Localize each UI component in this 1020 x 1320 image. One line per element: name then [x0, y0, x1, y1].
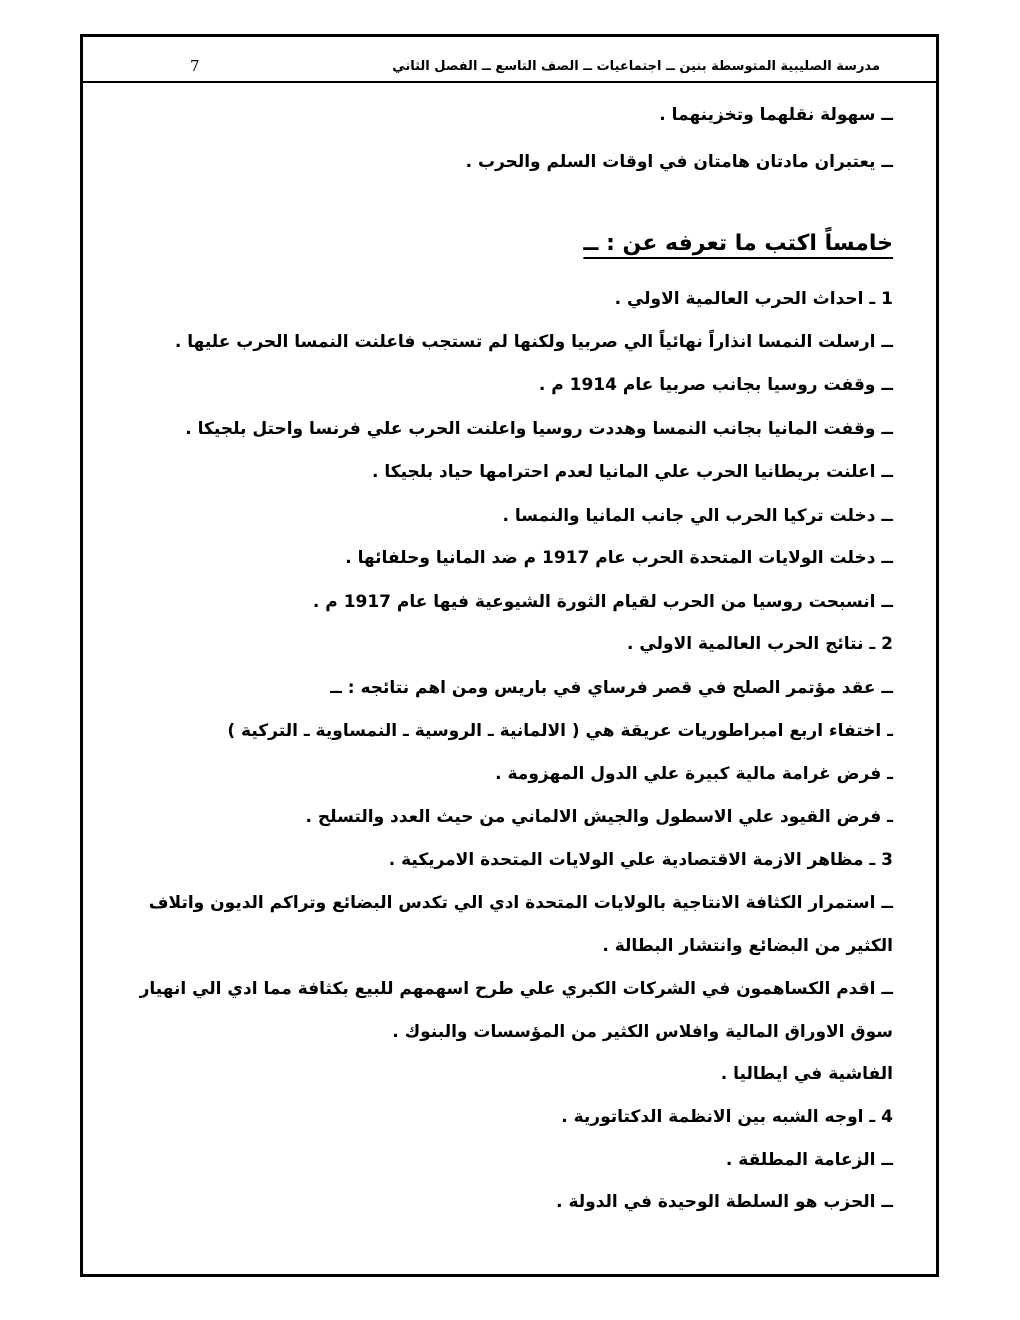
page-number: 7 — [190, 57, 200, 75]
text-line: ــ وقفت المانيا بجانب النمسا وهددت روسيا واعلنت الحرب علي فرنسا واحتل بلجيكا . — [185, 419, 893, 439]
text-line: 4 ـ اوجه الشبه بين الانظمة الدكتاتورية . — [561, 1107, 893, 1127]
text-line: ــ دخلت تركيا الحرب الي جانب المانيا والنمسا . — [502, 506, 893, 526]
header-school-line: مدرسة الصليبية المتوسطة بنين ــ اجتماعيات ــ الصف التاسع ــ الفصل الثاني — [392, 59, 880, 74]
text-line: ــ استمرار الكثافة الانتاجية بالولايات المتحدة ادي الي تكدس البضائع وتراكم الديون واتلاف — [148, 893, 893, 913]
text-line: 1 ـ احداث الحرب العالمية الاولي . — [614, 289, 893, 309]
text-line: ـ اختفاء اربع امبراطوريات عريقة هي ( الالمانية ـ الروسية ـ النمساوية ـ التركية ) — [227, 721, 893, 741]
text-line: الكثير من البضائع وانتشار البطالة . — [602, 936, 893, 956]
text-line: ـ فرض غرامة مالية كبيرة علي الدول المهزومة . — [495, 764, 893, 784]
text-line: ــ اقدم الكساهمون في الشركات الكبري علي طرح اسهمهم للبيع بكثافة مما ادي الي انهيار — [139, 979, 893, 999]
text-line: ــ وقفت روسيا بجانب صربيا عام 1914 م . — [538, 375, 893, 395]
text-line: الفاشية في ايطاليا . — [720, 1064, 893, 1084]
page-frame — [80, 34, 939, 1277]
text-line: ــ اعلنت بريطانيا الحرب علي المانيا لعدم احترامها حياد بلجيكا . — [371, 462, 893, 482]
text-line: ــ عقد مؤتمر الصلح في قصر فرساي في باريس ومن اهم نتائجه : ــ — [330, 678, 893, 698]
header-divider — [83, 81, 936, 83]
text-line: ــ انسبحت روسيا من الحرب لقيام الثورة الشيوعية فيها عام 1917 م . — [312, 592, 893, 612]
text-line: ـ فرض القيود علي الاسطول والجيش الالماني من حيث العدد والتسلح . — [305, 807, 893, 827]
text-line: ــ الحزب هو السلطة الوحيدة في الدولة . — [556, 1192, 893, 1212]
text-line: ــ ارسلت النمسا انذاراً نهائياً الي صربيا ولكنها لم تستجب فاعلنت النمسا الحرب عليها . — [174, 332, 893, 352]
text-line: ــ الزعامة المطلقة . — [725, 1150, 893, 1170]
text-line: سوق الاوراق المالية وافلاس الكثير من المؤسسات والبنوك . — [392, 1022, 893, 1042]
section-heading: خامساً اكتب ما تعرفه عن : ــ — [583, 231, 893, 256]
text-line: ــ سهولة نقلهما وتخزينهما . — [659, 105, 893, 125]
text-line: ــ دخلت الولايات المتحدة الحرب عام 1917 م ضد المانيا وحلفائها . — [345, 548, 893, 568]
text-line: ــ يعتبران مادتان هامتان في اوقات السلم والحرب . — [465, 152, 893, 172]
text-line: 3 ـ مظاهر الازمة الاقتصادية علي الولايات المتحدة الامريكية . — [388, 850, 893, 870]
text-line: 2 ـ نتائج الحرب العالمية الاولي . — [627, 634, 893, 654]
page-header — [83, 51, 936, 79]
